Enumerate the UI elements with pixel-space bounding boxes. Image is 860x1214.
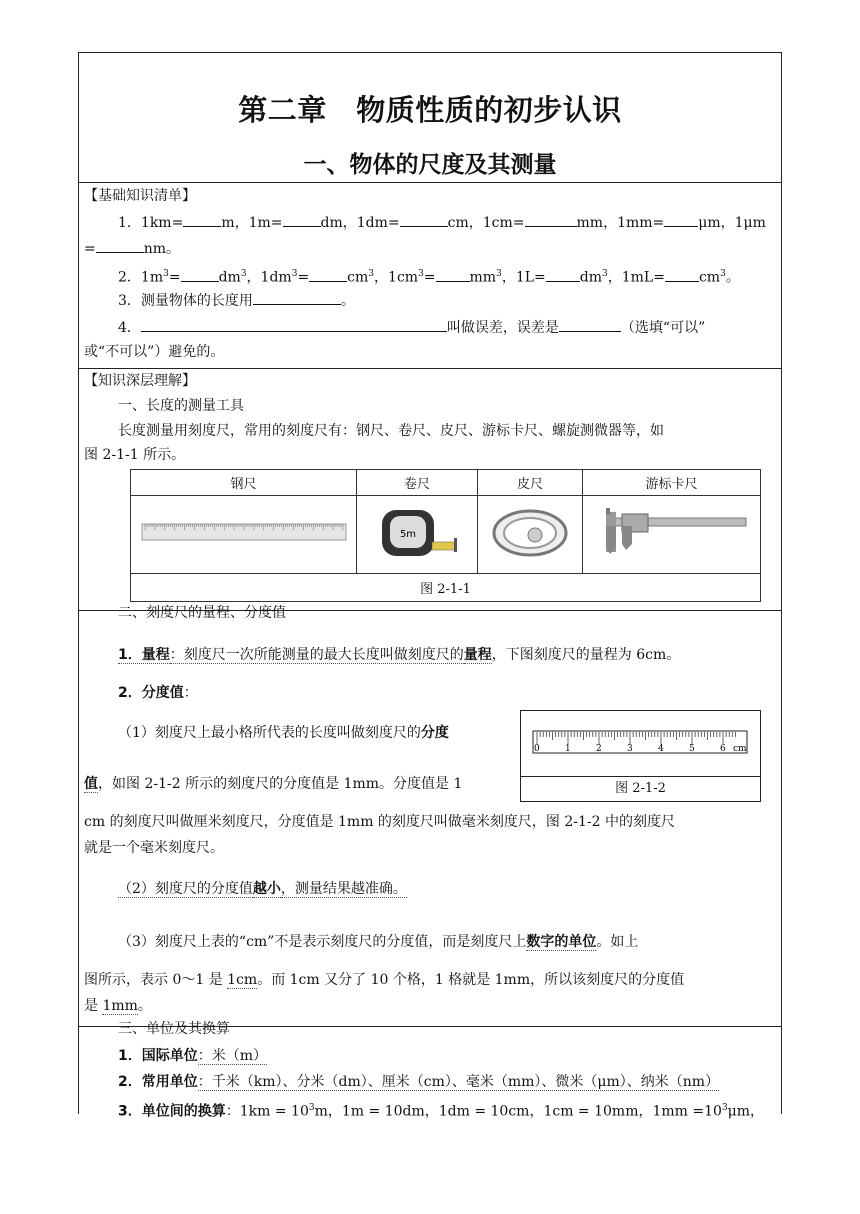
paragraph: 是 1mm。 bbox=[84, 998, 152, 1014]
question-4: 4． 叫做误差，误差是 （选填“可以” bbox=[118, 317, 705, 338]
ruler-number: 0 bbox=[534, 744, 540, 754]
answer-blank[interactable] bbox=[559, 317, 621, 332]
soft-tape-image bbox=[478, 496, 583, 574]
paragraph: （1）刻度尺上最小格所代表的长度叫做刻度尺的分度 bbox=[118, 725, 449, 741]
question-1-cont: = nm。 bbox=[84, 238, 180, 259]
steel-ruler-image bbox=[131, 496, 357, 574]
paragraph: （2）刻度尺的分度值越小，测量结果越准确。 bbox=[118, 881, 407, 897]
unit-line: 3．单位间的换算：$1km = 10^3m$，1m = 10dm，1dm = 10cm，1cm = 10mm，$1mm =10^3\mu m$， bbox=[118, 1103, 765, 1120]
answer-blank[interactable] bbox=[183, 212, 221, 227]
answer-blank[interactable] bbox=[400, 212, 448, 227]
basic-header: 【基础知识清单】 bbox=[84, 188, 196, 204]
figure-caption: 图 2-1-2 bbox=[615, 781, 666, 796]
tool-name-vernier-caliper: 游标卡尺 bbox=[583, 470, 761, 496]
paragraph: 图所示，表示 0～1 是 1cm。而 1cm 又分了 10 个格，1 格就是 1mm，所以该刻度尺的分度值 bbox=[84, 972, 685, 988]
tools-figure-table bbox=[130, 469, 761, 602]
page-title: 第二章 物质性质的初步认识 bbox=[238, 93, 622, 127]
section-title: 一、物体的尺度及其测量 bbox=[303, 152, 557, 178]
figure-caption: 图 2-1-1 bbox=[131, 574, 761, 602]
unit-line: 1．国际单位：米（m） bbox=[118, 1048, 268, 1064]
answer-blank[interactable] bbox=[546, 267, 580, 282]
answer-blank[interactable] bbox=[525, 212, 577, 227]
paragraph: 图 2-1-1 所示。 bbox=[84, 447, 186, 463]
ruler-number: 3 bbox=[627, 744, 633, 754]
deep-header: 【知识深层理解】 bbox=[84, 373, 196, 389]
section-2-title: 二、刻度尺的量程、分度值 bbox=[118, 605, 286, 621]
answer-blank[interactable] bbox=[253, 290, 341, 305]
figure-caption-divider bbox=[520, 776, 761, 777]
unit-line: 2．常用单位：千米（km）、分米（dm）、厘米（cm）、毫米（mm）、微米（μm）、纳米（nm） bbox=[118, 1074, 720, 1090]
answer-blank[interactable] bbox=[181, 267, 219, 282]
answer-blank[interactable] bbox=[664, 212, 698, 227]
section-1-title: 一、长度的测量工具 bbox=[118, 398, 244, 414]
range-term: 1．量程 bbox=[118, 647, 170, 663]
division-heading: 2．分度值： bbox=[118, 685, 198, 701]
divider bbox=[78, 182, 782, 183]
tool-name-steel-ruler: 钢尺 bbox=[131, 470, 357, 496]
tool-name-tape-measure: 卷尺 bbox=[357, 470, 478, 496]
paragraph: （3）刻度尺上表的“cm”不是表示刻度尺的分度值，而是刻度尺上数字的单位。如上 bbox=[118, 934, 639, 950]
question-3: 3．测量物体的长度用 。 bbox=[118, 290, 355, 311]
question-1: 1．1km= m，1m= dm，1dm= cm，1cm= mm，1mm= μm，1μm bbox=[118, 212, 766, 233]
answer-blank[interactable] bbox=[141, 317, 447, 332]
answer-blank[interactable] bbox=[665, 267, 699, 282]
ruler-number: 6 bbox=[720, 744, 726, 754]
paragraph: cm 的刻度尺叫做厘米刻度尺，分度值是 1mm 的刻度尺叫做毫米刻度尺，图 2-1-2 中的刻度尺 bbox=[84, 814, 676, 830]
tool-name-soft-tape: 皮尺 bbox=[478, 470, 583, 496]
ruler-number: 5 bbox=[689, 744, 695, 754]
answer-blank[interactable] bbox=[309, 267, 347, 282]
range-paragraph: 1．量程：刻度尺一次所能测量的最大长度叫做刻度尺的量程，下图刻度尺的量程为 6cm。 bbox=[118, 647, 681, 663]
tape-measure-image bbox=[357, 496, 478, 574]
divider bbox=[78, 368, 782, 369]
tape-label: 5m bbox=[399, 528, 417, 540]
vernier-caliper-image bbox=[583, 496, 761, 574]
section-3-title: 三、单位及其换算 bbox=[118, 1021, 230, 1037]
ruler-number: 4 bbox=[658, 744, 664, 754]
ruler-number: 2 bbox=[596, 744, 602, 754]
ruler-unit: cm bbox=[733, 744, 747, 754]
ruler-number: 1 bbox=[565, 744, 571, 754]
question-2: 2．$1m^3= dm^3$，$1dm^3= cm^3$，$1cm^3= mm^3$，$1L= dm^3$，$1mL= cm^3$。 bbox=[118, 264, 740, 288]
answer-blank[interactable] bbox=[96, 238, 144, 253]
paragraph: 长度测量用刻度尺，常用的刻度尺有：钢尺、卷尺、皮尺、游标卡尺、螺旋测微器等，如 bbox=[118, 423, 664, 439]
answer-blank[interactable] bbox=[283, 212, 321, 227]
paragraph: 值，如图 2-1-2 所示的刻度尺的分度值是 1mm。分度值是 1 bbox=[84, 776, 463, 792]
paragraph: 就是一个毫米刻度尺。 bbox=[84, 840, 224, 856]
answer-blank[interactable] bbox=[436, 267, 470, 282]
question-4-cont: 或“不可以”）避免的。 bbox=[84, 344, 225, 360]
